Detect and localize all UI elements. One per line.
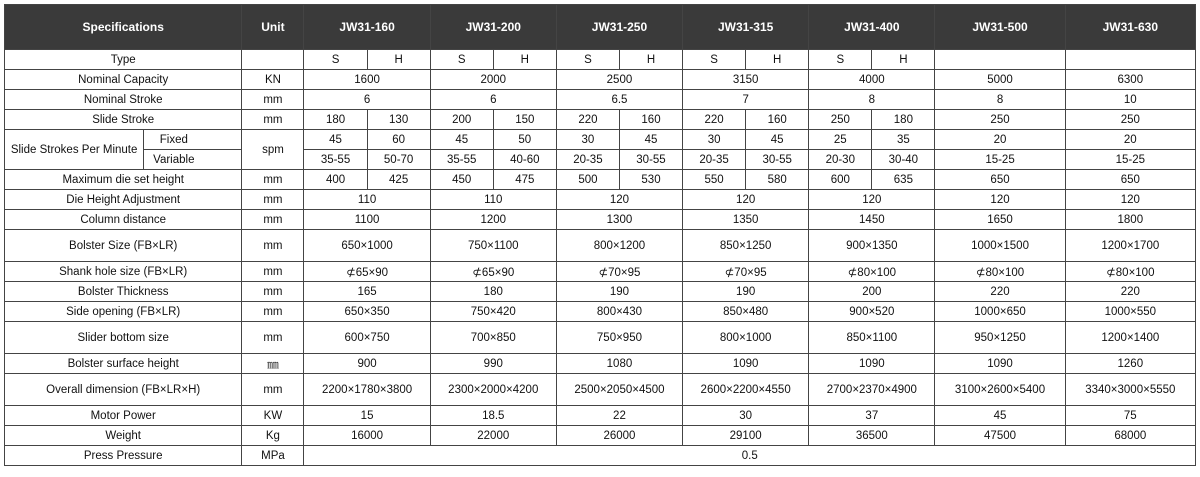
- table-cell: S: [430, 50, 493, 70]
- table-cell: 30-55: [619, 150, 682, 170]
- table-cell: 1000×1500: [935, 230, 1065, 262]
- row-label: Bolster Size (FB×LR): [5, 230, 242, 262]
- table-cell: 7: [683, 90, 809, 110]
- table-cell: 110: [304, 190, 430, 210]
- table-cell: 10: [1065, 90, 1195, 110]
- table-cell: 850×480: [683, 302, 809, 322]
- table-cell: 800×430: [556, 302, 682, 322]
- table-cell: 250: [1065, 110, 1195, 130]
- table-row: [5, 130, 1196, 150]
- table-cell: 6.5: [556, 90, 682, 110]
- unit-cell: ㎜: [242, 354, 304, 374]
- table-row: [5, 70, 1196, 90]
- table-cell: 120: [556, 190, 682, 210]
- table-cell: 180: [872, 110, 935, 130]
- table-cell: 1000×650: [935, 302, 1065, 322]
- table-cell: 1450: [809, 210, 935, 230]
- table-cell: 60: [367, 130, 430, 150]
- row-label: Column distance: [5, 210, 242, 230]
- table-cell: 1600: [304, 70, 430, 90]
- header-model: JW31-160: [304, 5, 430, 50]
- row-label: Bolster Thickness: [5, 282, 242, 302]
- table-row: [5, 230, 1196, 262]
- table-row: [5, 406, 1196, 426]
- table-cell: 475: [493, 170, 556, 190]
- unit-cell: MPa: [242, 446, 304, 466]
- table-cell: 1800: [1065, 210, 1195, 230]
- table-row: [5, 170, 1196, 190]
- unit-cell: mm: [242, 282, 304, 302]
- header-row: [5, 5, 1196, 50]
- table-cell: 800×1000: [683, 322, 809, 354]
- table-cell: 1200: [430, 210, 556, 230]
- table-cell: 45: [619, 130, 682, 150]
- table-cell: 45: [430, 130, 493, 150]
- table-cell: 900: [304, 354, 430, 374]
- table-cell: 110: [430, 190, 556, 210]
- table-cell: 45: [746, 130, 809, 150]
- table-cell: 1100: [304, 210, 430, 230]
- header-specifications: Specifications: [5, 5, 242, 50]
- row-label: Slide Strokes Per Minute: [5, 130, 144, 170]
- row-label: Die Height Adjustment: [5, 190, 242, 210]
- row-label: Press Pressure: [5, 446, 242, 466]
- table-cell: 20: [935, 130, 1065, 150]
- table-cell: 550: [683, 170, 746, 190]
- table-cell: 1090: [935, 354, 1065, 374]
- table-cell: 30-55: [746, 150, 809, 170]
- table-cell: 1000×550: [1065, 302, 1195, 322]
- table-cell: 120: [683, 190, 809, 210]
- table-cell: 220: [1065, 282, 1195, 302]
- table-cell: 26000: [556, 426, 682, 446]
- table-cell: 1260: [1065, 354, 1195, 374]
- table-cell: 130: [367, 110, 430, 130]
- table-cell: 650: [935, 170, 1065, 190]
- table-cell: 1350: [683, 210, 809, 230]
- table-cell: H: [493, 50, 556, 70]
- table-cell: 20-35: [683, 150, 746, 170]
- row-label: Slide Stroke: [5, 110, 242, 130]
- table-cell: 635: [872, 170, 935, 190]
- table-cell: 160: [619, 110, 682, 130]
- table-cell: 500: [556, 170, 619, 190]
- table-cell: ⊄70×95: [683, 262, 809, 282]
- table-cell: 220: [935, 282, 1065, 302]
- table-cell: 990: [430, 354, 556, 374]
- table-cell: 16000: [304, 426, 430, 446]
- table-cell: H: [619, 50, 682, 70]
- table-cell: 250: [935, 110, 1065, 130]
- table-cell: 5000: [935, 70, 1065, 90]
- table-cell: 3100×2600×5400: [935, 374, 1065, 406]
- table-cell: H: [367, 50, 430, 70]
- table-cell: 40-60: [493, 150, 556, 170]
- table-cell: 8: [935, 90, 1065, 110]
- table-cell: 950×1250: [935, 322, 1065, 354]
- header-unit: Unit: [242, 5, 304, 50]
- table-cell: 25: [809, 130, 872, 150]
- row-label: Nominal Capacity: [5, 70, 242, 90]
- table-cell: 47500: [935, 426, 1065, 446]
- table-cell: 30-40: [872, 150, 935, 170]
- table-cell: 580: [746, 170, 809, 190]
- table-cell: [1065, 50, 1195, 70]
- table-row: [5, 110, 1196, 130]
- table-cell: 15-25: [935, 150, 1065, 170]
- header-model: JW31-315: [683, 5, 809, 50]
- table-cell: 120: [809, 190, 935, 210]
- table-cell: 400: [304, 170, 367, 190]
- unit-cell: mm: [242, 262, 304, 282]
- table-cell: ⊄65×90: [430, 262, 556, 282]
- table-cell: 30: [683, 406, 809, 426]
- table-cell: 220: [683, 110, 746, 130]
- table-row: [5, 354, 1196, 374]
- table-cell: 850×1250: [683, 230, 809, 262]
- table-cell: 3340×3000×5550: [1065, 374, 1195, 406]
- unit-cell: mm: [242, 322, 304, 354]
- table-row: [5, 262, 1196, 282]
- table-cell: ⊄65×90: [304, 262, 430, 282]
- unit-cell: spm: [242, 130, 304, 170]
- header-model: JW31-400: [809, 5, 935, 50]
- table-cell: 600: [809, 170, 872, 190]
- row-label: Shank hole size (FB×LR): [5, 262, 242, 282]
- table-cell: 1080: [556, 354, 682, 374]
- table-cell: 20-35: [556, 150, 619, 170]
- unit-cell: Kg: [242, 426, 304, 446]
- table-cell: 650×1000: [304, 230, 430, 262]
- table-cell: 30: [556, 130, 619, 150]
- unit-cell: mm: [242, 190, 304, 210]
- table-cell: 45: [935, 406, 1065, 426]
- row-label: Overall dimension (FB×LR×H): [5, 374, 242, 406]
- row-label: Bolster surface height: [5, 354, 242, 374]
- table-cell: 4000: [809, 70, 935, 90]
- table-cell: 50-70: [367, 150, 430, 170]
- table-cell: 180: [304, 110, 367, 130]
- table-cell: 6300: [1065, 70, 1195, 90]
- table-row: [5, 446, 1196, 466]
- unit-cell: mm: [242, 374, 304, 406]
- table-row: [5, 50, 1196, 70]
- unit-cell: mm: [242, 90, 304, 110]
- header-model: JW31-630: [1065, 5, 1195, 50]
- unit-cell: mm: [242, 230, 304, 262]
- table-cell: 1200×1400: [1065, 322, 1195, 354]
- table-cell: 30: [683, 130, 746, 150]
- table-cell: 35-55: [430, 150, 493, 170]
- table-cell: S: [556, 50, 619, 70]
- table-cell: 35: [872, 130, 935, 150]
- table-cell: 2200×1780×3800: [304, 374, 430, 406]
- table-cell: 15-25: [1065, 150, 1195, 170]
- table-cell: [935, 50, 1065, 70]
- table-cell: 600×750: [304, 322, 430, 354]
- table-cell: 165: [304, 282, 430, 302]
- unit-cell: mm: [242, 210, 304, 230]
- table-cell: 45: [304, 130, 367, 150]
- table-cell: 425: [367, 170, 430, 190]
- table-cell: 36500: [809, 426, 935, 446]
- table-cell: 2700×2370×4900: [809, 374, 935, 406]
- table-cell: 120: [1065, 190, 1195, 210]
- table-cell: 6: [304, 90, 430, 110]
- row-sublabel: Variable: [144, 150, 242, 170]
- table-cell: 180: [430, 282, 556, 302]
- table-cell: 900×1350: [809, 230, 935, 262]
- table-cell: 2000: [430, 70, 556, 90]
- row-label: Weight: [5, 426, 242, 446]
- table-cell: 35-55: [304, 150, 367, 170]
- table-cell: ⊄70×95: [556, 262, 682, 282]
- unit-cell: KW: [242, 406, 304, 426]
- table-row: [5, 302, 1196, 322]
- table-cell: S: [304, 50, 367, 70]
- table-cell: 2500: [556, 70, 682, 90]
- table-cell: 190: [683, 282, 809, 302]
- table-row: [5, 210, 1196, 230]
- header-model: JW31-250: [556, 5, 682, 50]
- table-cell: 22000: [430, 426, 556, 446]
- table-cell: 800×1200: [556, 230, 682, 262]
- row-label: Nominal Stroke: [5, 90, 242, 110]
- table-row: [5, 322, 1196, 354]
- unit-cell: KN: [242, 70, 304, 90]
- table-cell: 1200×1700: [1065, 230, 1195, 262]
- table-cell: 2500×2050×4500: [556, 374, 682, 406]
- table-cell: 8: [809, 90, 935, 110]
- table-cell: 0.5: [304, 446, 1196, 466]
- table-cell: S: [809, 50, 872, 70]
- table-cell: 20-30: [809, 150, 872, 170]
- table-cell: 1300: [556, 210, 682, 230]
- table-cell: 450: [430, 170, 493, 190]
- table-cell: 1650: [935, 210, 1065, 230]
- table-cell: ⊄80×100: [809, 262, 935, 282]
- header-model: JW31-500: [935, 5, 1065, 50]
- unit-cell: mm: [242, 170, 304, 190]
- table-cell: 75: [1065, 406, 1195, 426]
- table-cell: 750×950: [556, 322, 682, 354]
- specifications-table: [4, 4, 1196, 466]
- table-cell: 50: [493, 130, 556, 150]
- table-row: [5, 90, 1196, 110]
- table-cell: 250: [809, 110, 872, 130]
- table-cell: 37: [809, 406, 935, 426]
- table-cell: 1090: [809, 354, 935, 374]
- row-label: Side opening (FB×LR): [5, 302, 242, 322]
- table-row: [5, 374, 1196, 406]
- table-cell: 200: [430, 110, 493, 130]
- table-row: [5, 190, 1196, 210]
- table-cell: 1090: [683, 354, 809, 374]
- unit-cell: [242, 50, 304, 70]
- table-cell: 750×1100: [430, 230, 556, 262]
- table-cell: 160: [746, 110, 809, 130]
- table-cell: 700×850: [430, 322, 556, 354]
- table-cell: 220: [556, 110, 619, 130]
- table-cell: 2300×2000×4200: [430, 374, 556, 406]
- table-cell: 900×520: [809, 302, 935, 322]
- table-cell: 650: [1065, 170, 1195, 190]
- table-cell: 22: [556, 406, 682, 426]
- table-row: [5, 282, 1196, 302]
- unit-cell: mm: [242, 110, 304, 130]
- table-cell: 850×1100: [809, 322, 935, 354]
- table-cell: 150: [493, 110, 556, 130]
- table-cell: 190: [556, 282, 682, 302]
- table-cell: 29100: [683, 426, 809, 446]
- row-label: Slider bottom size: [5, 322, 242, 354]
- table-cell: 2600×2200×4550: [683, 374, 809, 406]
- table-cell: H: [746, 50, 809, 70]
- table-cell: 15: [304, 406, 430, 426]
- table-cell: 120: [935, 190, 1065, 210]
- row-label: Motor Power: [5, 406, 242, 426]
- table-cell: H: [872, 50, 935, 70]
- table-cell: 68000: [1065, 426, 1195, 446]
- table-cell: ⊄80×100: [1065, 262, 1195, 282]
- table-cell: 20: [1065, 130, 1195, 150]
- table-cell: 200: [809, 282, 935, 302]
- table-cell: 750×420: [430, 302, 556, 322]
- table-cell: 650×350: [304, 302, 430, 322]
- table-cell: S: [683, 50, 746, 70]
- unit-cell: mm: [242, 302, 304, 322]
- table-cell: ⊄80×100: [935, 262, 1065, 282]
- table-cell: 3150: [683, 70, 809, 90]
- table-row: [5, 426, 1196, 446]
- row-sublabel: Fixed: [144, 130, 242, 150]
- row-label: Maximum die set height: [5, 170, 242, 190]
- table-row: [5, 150, 1196, 170]
- header-model: JW31-200: [430, 5, 556, 50]
- table-cell: 6: [430, 90, 556, 110]
- table-cell: 530: [619, 170, 682, 190]
- table-cell: 18.5: [430, 406, 556, 426]
- row-label: Type: [5, 50, 242, 70]
